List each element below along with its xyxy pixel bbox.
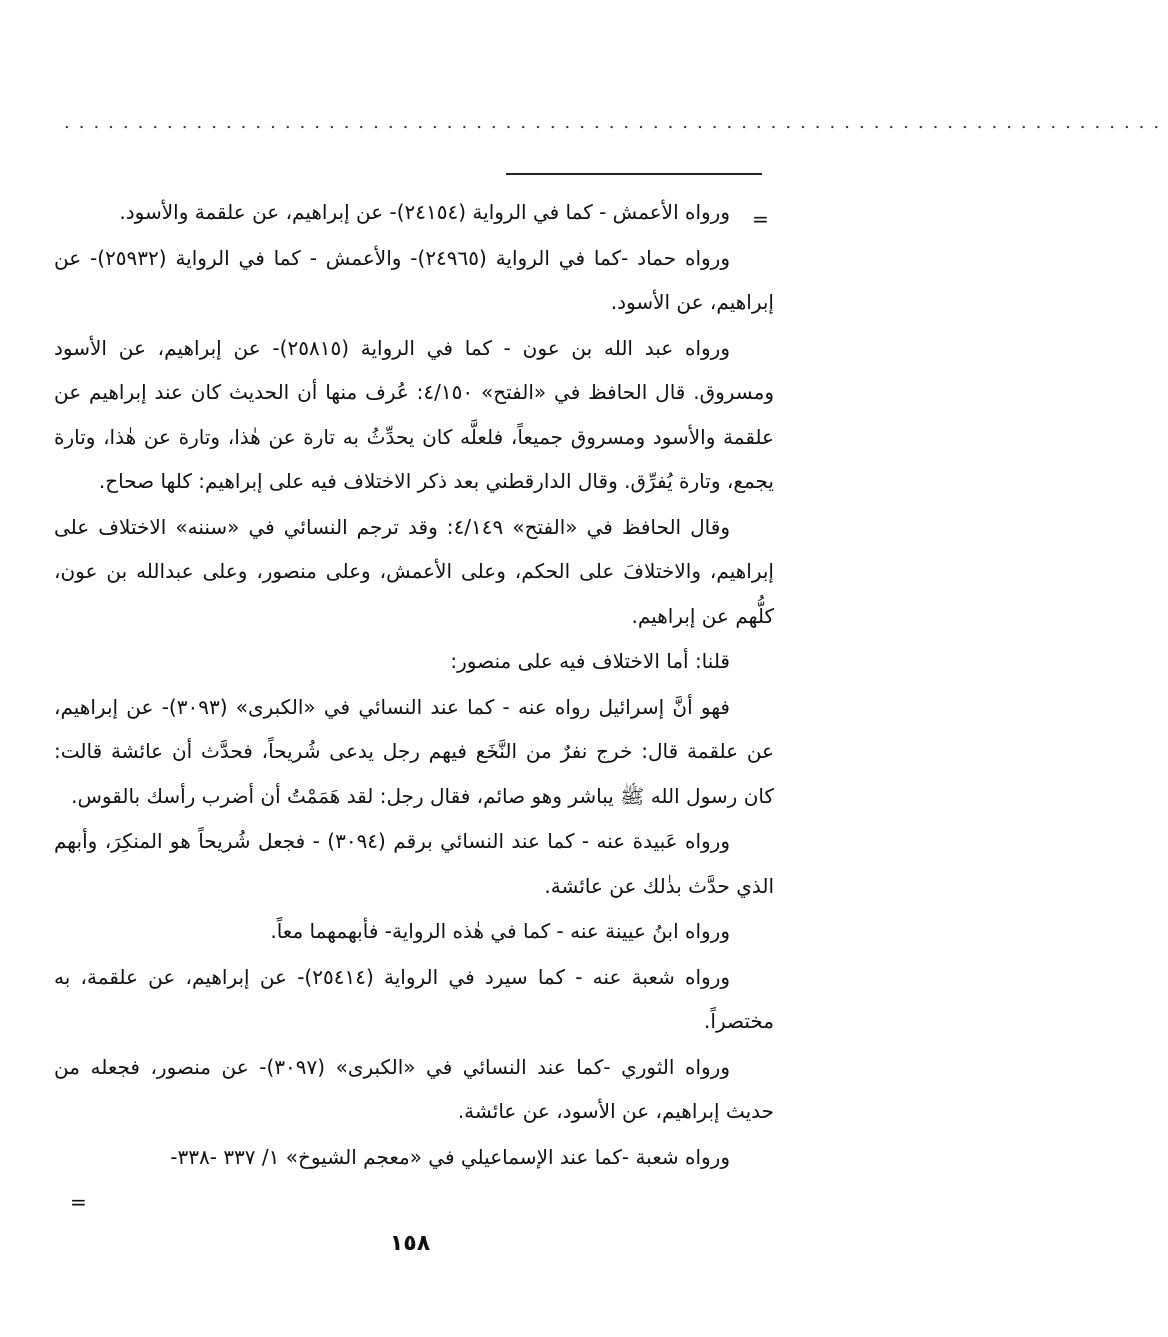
header-dotted-line: ........................................................................... [64, 112, 1168, 133]
page-number: ١٥٨ [389, 1231, 431, 1256]
paragraph-7: ورواه عَبيدة عنه - كما عند النسائي برقم (٣٠٩٤) - فجعل شُريحاً هو المنكِرَ، وأبهم الذي حدَّث بذٰلك عن عائشة. [54, 829, 774, 898]
paragraph-2: ورواه حماد -كما في الرواية (٢٤٩٦٥)- والأعمش - كما في الرواية (٢٥٩٣٢)- عن إبراهيم، عن الأسود. [54, 245, 774, 314]
paragraph-4: وقال الحافظ في «الفتح» ٤/١٤٩: وقد ترجم النسائي في «سننه» الاختلاف على إبراهيم، والاختلافَ على الحكم، وعلى الأعمش، وعلى منصور، وعلى عبدالله بن عون، كلُّهم عن إبراهيم. [54, 514, 774, 628]
paragraph-1: ورواه الأعمش - كما في الرواية (٢٤١٥٤)- عن إبراهيم، عن علقمة والأسود. [119, 200, 730, 224]
paragraph-8: ورواه ابنُ عيينة عنه - كما في هٰذه الرواية- فأبهمهما معاً. [270, 919, 730, 943]
footnote-body [54, 190, 774, 1180]
paragraph-10: ورواه الثوري -كما عند النسائي في «الكبرى» (٣٠٩٧)- عن منصور، فجعله من حديث إبراهيم، عن الأسود، عن عائشة. [54, 1054, 774, 1123]
paragraph-3: ورواه عبد الله بن عون - كما في الرواية (٢٥٨١٥)- عن إبراهيم، عن الأسود ومسروق. قال الحافظ في «الفتح» ٤/١٥٠: عُرف منها أن الحديث كان عند إبراهيم عن علقمة والأسود ومسروق جميعاً، فلعلَّه كان يحدِّثُ به تارة عن هٰذا، وتارة عن هٰذا، وتارة يجمع، وتارة يُفرِّق. وقال الدارقطني بعد ذكر الاختلاف فيه على إبراهيم: كلها صحاح. [54, 335, 774, 493]
continuation-mark: = [752, 207, 769, 231]
paragraph-11: ورواه شعبة -كما عند الإسماعيلي في «معجم الشيوخ» ١/ ٣٣٧ -٣٣٨- [170, 1144, 730, 1169]
footnote-separator-rule [506, 173, 762, 175]
paragraph-5: قلنا: أما الاختلاف فيه على منصور: [450, 649, 730, 673]
paragraph-6: فهو أنَّ إسرائيل رواه عنه - كما عند النسائي في «الكبرى» (٣٠٩٣)- عن إبراهيم، عن علقمة قال: خرج نفرٌ من النَّخَع فيهم رجل يدعى شُريحاً، فحدَّث أن عائشة قالت: كان رسول الله ﷺ يباشر وهو صائم، فقال رجل: لقد هَمَمْتُ أن أضرب رأسك بالقوس. [54, 694, 774, 808]
paragraph-9: ورواه شعبة عنه - كما سيرد في الرواية (٢٥٤١٤)- عن إبراهيم، عن علقمة، به مختصراً. [54, 964, 774, 1033]
end-continuation-mark: = [70, 1190, 87, 1214]
